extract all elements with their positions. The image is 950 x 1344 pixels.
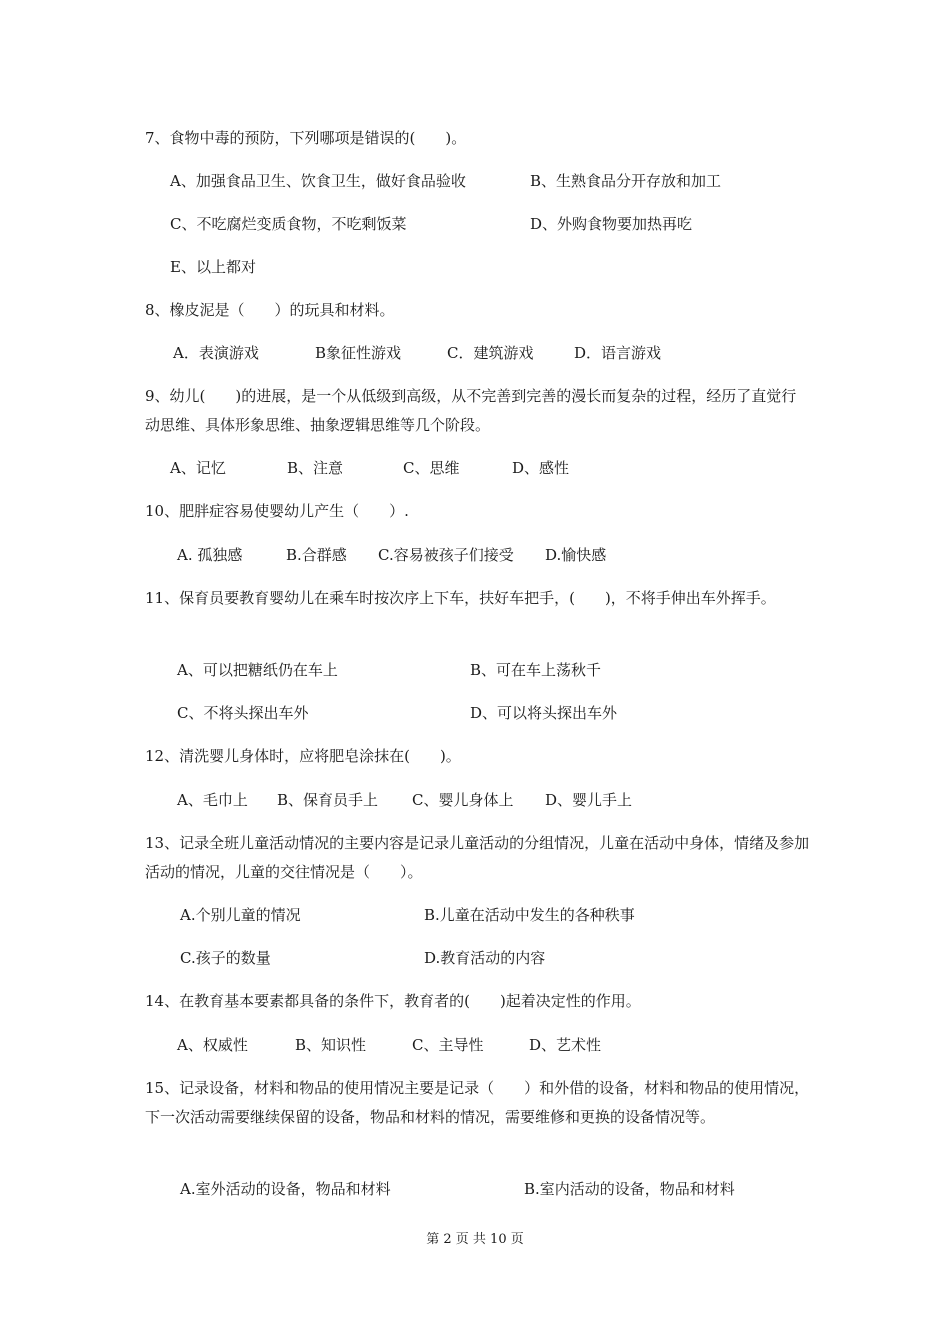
- q9-option-a: A、记忆: [170, 459, 226, 477]
- q11-option-b: B、可在车上荡秋千: [470, 661, 602, 679]
- question-14: 14、在教育基本要素都具备的条件下，教育者的( )起着决定性的作用。: [145, 992, 641, 1010]
- q12-option-d: D、婴儿手上: [545, 791, 633, 809]
- q8-option-a: A．表演游戏: [173, 344, 259, 362]
- question-10: 10、肥胖症容易使婴幼儿产生（ ）.: [145, 502, 409, 520]
- q10-option-c: C.容易被孩子们接受: [378, 546, 514, 564]
- q9-option-b: B、注意: [287, 459, 344, 477]
- q9-option-d: D、感性: [512, 459, 570, 477]
- question-9: 9、幼儿( )的进展，是一个从低级到高级，从不完善到完善的漫长而复杂的过程，经历了直觉行动思维、具体形象思维、抽象逻辑思维等几个阶段。: [145, 387, 797, 434]
- question-7: 7、食物中毒的预防，下列哪项是错误的( )。: [145, 129, 467, 147]
- q8-option-d: D．语言游戏: [574, 344, 662, 362]
- question-11: 11、保育员要教育婴幼儿在乘车时按次序上下车，扶好车把手，( )，不将手伸出车外挥手。: [145, 589, 776, 607]
- q8-option-b: B象征性游戏: [315, 344, 402, 362]
- q10-option-a: A. 孤独感: [177, 546, 243, 564]
- q9-option-c: C、思维: [403, 459, 460, 477]
- page-footer: 第 2 页 共 10 页: [426, 1232, 524, 1247]
- q13-option-a: A.个别儿童的情况: [180, 906, 301, 924]
- q15-option-b: B.室内活动的设备，物品和材料: [524, 1180, 735, 1198]
- q7-option-d: D、外购食物要加热再吃: [530, 215, 693, 233]
- q14-option-b: B、知识性: [295, 1036, 367, 1054]
- question-13: 13、记录全班儿童活动情况的主要内容是记录儿童活动的分组情况，儿童在活动中身体，情绪及参加活动的情况，儿童的交往情况是（ ）。: [145, 834, 810, 881]
- q13-option-d: D.教育活动的内容: [424, 949, 546, 967]
- q7-option-b: B、生熟食品分开存放和加工: [530, 172, 722, 190]
- q11-option-a: A、可以把糖纸仍在车上: [177, 661, 338, 679]
- q10-option-b: B.合群感: [286, 546, 347, 564]
- q13-option-c: C.孩子的数量: [180, 949, 271, 967]
- question-8: 8、橡皮泥是（ ）的玩具和材料。: [145, 301, 395, 319]
- q14-option-c: C、主导性: [412, 1036, 484, 1054]
- q12-option-c: C、婴儿身体上: [412, 791, 514, 809]
- q11-option-d: D、可以将头探出车外: [470, 704, 618, 722]
- q7-option-a: A、加强食品卫生、饮食卫生，做好食品验收: [170, 172, 466, 190]
- q7-option-e: E、以上都对: [170, 258, 256, 276]
- q11-option-c: C、不将头探出车外: [177, 704, 309, 722]
- q12-option-b: B、保育员手上: [277, 791, 379, 809]
- q7-option-c: C、不吃腐烂变质食物，不吃剩饭菜: [170, 215, 407, 233]
- q14-option-d: D、艺术性: [529, 1036, 602, 1054]
- q10-option-d: D.愉快感: [545, 546, 607, 564]
- q12-option-a: A、毛巾上: [177, 791, 248, 809]
- q8-option-c: C．建筑游戏: [447, 344, 534, 362]
- question-15: 15、记录设备，材料和物品的使用情况主要是记录（ ）和外借的设备，材料和物品的使用情况，下一次活动需要继续保留的设备，物品和材料的情况，需要维修和更换的设备情况等。: [145, 1079, 810, 1126]
- q13-option-b: B.儿童在活动中发生的各种秩事: [424, 906, 635, 924]
- q14-option-a: A、权威性: [177, 1036, 248, 1054]
- q15-option-a: A.室外活动的设备，物品和材料: [180, 1180, 391, 1198]
- question-12: 12、清洗婴儿身体时，应将肥皂涂抹在( )。: [145, 747, 461, 765]
